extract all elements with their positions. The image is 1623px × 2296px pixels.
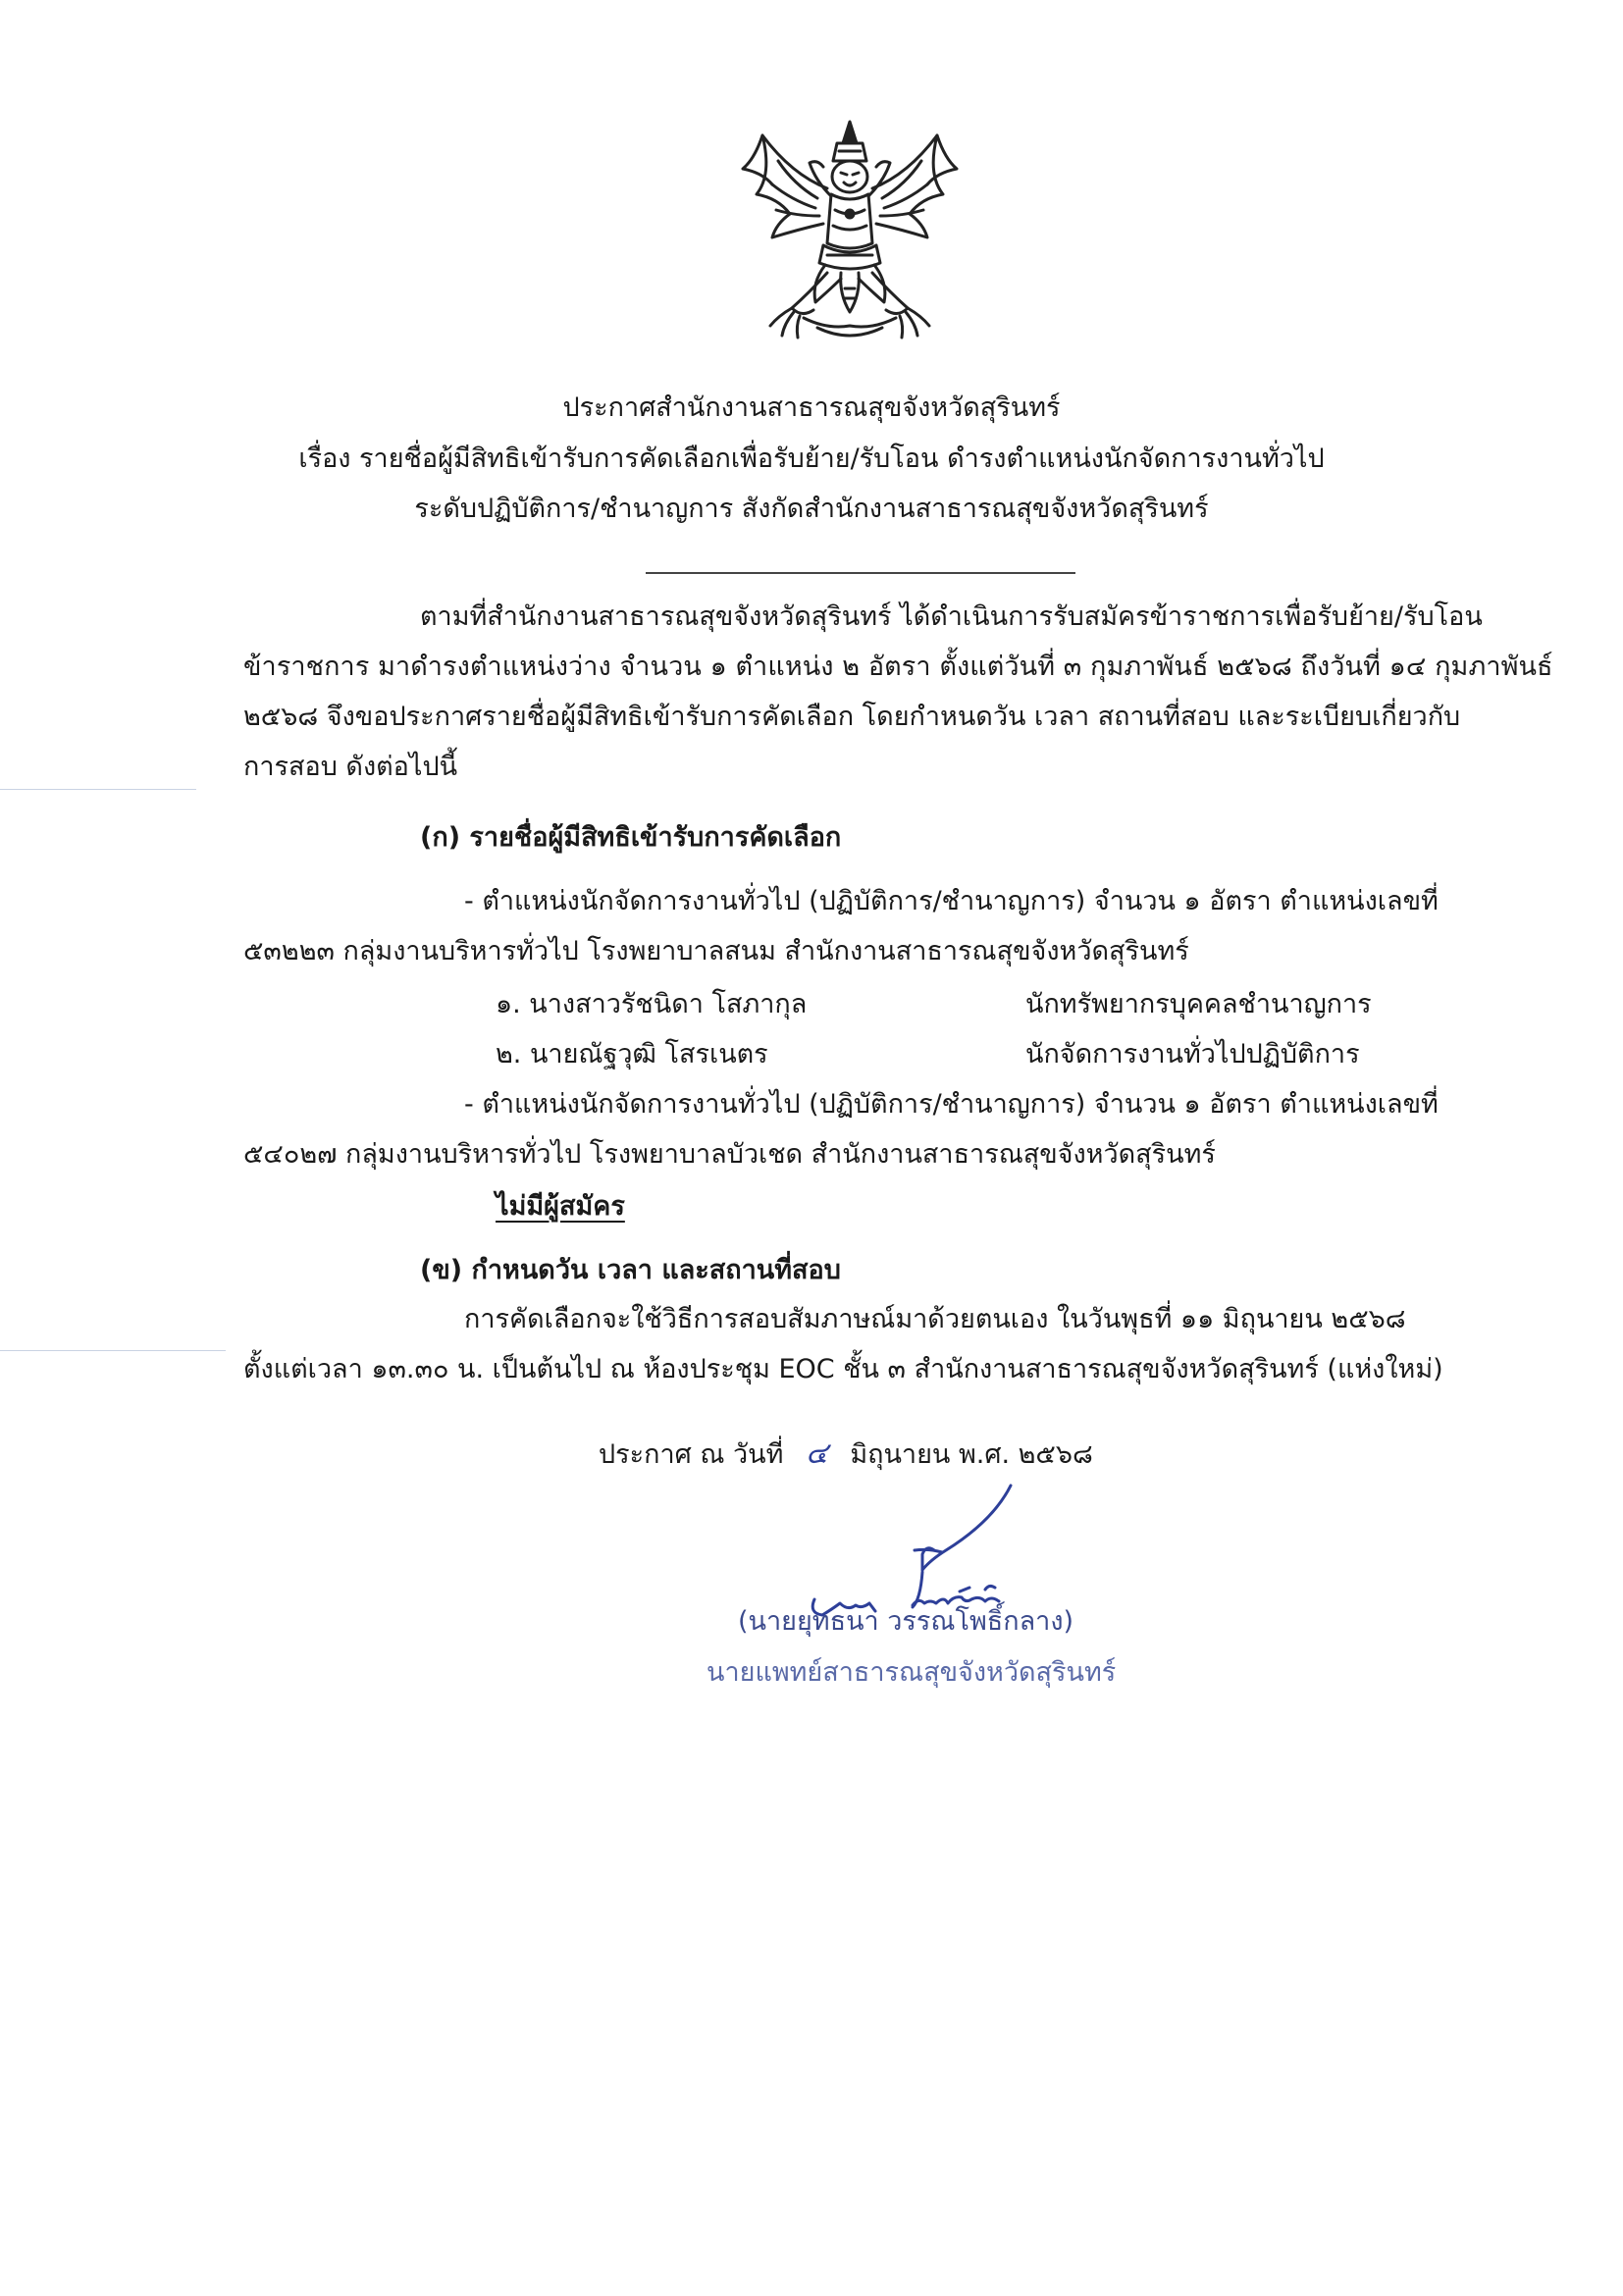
intro-line-2: ข้าราชการ มาดำรงตำแหน่งว่าง จำนวน ๑ ตำแหน่ง ๒ อัตรา ตั้งแต่วันที่ ๓ กุมภาพันธ์ ๒๕๖๘ ถึงวันที่ ๑๔ กุมภาพันธ์	[243, 652, 1553, 682]
section-a-heading: (ก) รายชื่อผู้มีสิทธิเข้ารับการคัดเลือก	[420, 822, 842, 853]
announce-date-suffix: มิถุนายน พ.ศ. ๒๕๖๘	[850, 1439, 1093, 1470]
scan-artifact	[0, 789, 196, 790]
intro-line-4: การสอบ ดังต่อไปนี้	[243, 752, 458, 782]
candidate-1-position: นักทรัพยากรบุคคลชำนาญการ	[1025, 989, 1372, 1019]
candidate-2-position: นักจัดการงานทั่วไปปฏิบัติการ	[1025, 1039, 1360, 1070]
candidate-1-name: ๑. นางสาวรัชนิดา โสภากุล	[496, 989, 808, 1019]
announce-date-day: ๔	[806, 1436, 828, 1471]
scan-artifact	[0, 1350, 226, 1351]
position-2-line-1: - ตำแหน่งนักจัดการงานทั่วไป (ปฏิบัติการ/ชำนาญการ) จำนวน ๑ อัตรา ตำแหน่งเลขที่	[464, 1089, 1439, 1120]
announcement-subject: เรื่อง รายชื่อผู้มีสิทธิเข้ารับการคัดเลือกเพื่อรับย้าย/รับโอน ดำรงตำแหน่งนักจัดการงานทั่วไป	[298, 444, 1325, 474]
header-divider	[646, 572, 1075, 574]
intro-line-3: ๒๕๖๘ จึงขอประกาศรายชื่อผู้มีสิทธิเข้ารับการคัดเลือก โดยกำหนดวัน เวลา สถานที่สอบ และระเบียบเกี่ยวกับ	[243, 702, 1461, 732]
announce-date	[599, 1435, 1093, 1475]
position-1-line-1: - ตำแหน่งนักจัดการงานทั่วไป (ปฏิบัติการ/ชำนาญการ) จำนวน ๑ อัตรา ตำแหน่งเลขที่	[464, 886, 1439, 916]
announce-date-prefix: ประกาศ ณ วันที่	[599, 1439, 784, 1470]
announcement-subject-cont: ระดับปฏิบัติการ/ชำนาญการ สังกัดสำนักงานสาธารณสุขจังหวัดสุรินทร์	[414, 494, 1209, 524]
section-b-heading: (ข) กำหนดวัน เวลา และสถานที่สอบ	[420, 1255, 841, 1285]
position-1-line-2: ๕๓๒๒๓ กลุ่มงานบริหารทั่วไป โรงพยาบาลสนม สำนักงานสาธารณสุขจังหวัดสุรินทร์	[243, 936, 1189, 966]
no-applicant-note: ไม่มีผู้สมัคร	[496, 1191, 625, 1222]
announcement-title: ประกาศสำนักงานสาธารณสุขจังหวัดสุรินทร์	[562, 392, 1061, 423]
exam-details-line-1: การคัดเลือกจะใช้วิธีการสอบสัมภาษณ์มาด้วยตนเอง ในวันพุธที่ ๑๑ มิถุนายน ๒๕๖๘	[464, 1304, 1406, 1334]
intro-line-1: ตามที่สำนักงานสาธารณสุขจังหวัดสุรินทร์ ได้ดำเนินการรับสมัครข้าราชการเพื่อรับย้าย/รับโอน	[420, 601, 1483, 632]
signatory-title: นายแพทย์สาธารณสุขจังหวัดสุรินทร์	[707, 1657, 1117, 1688]
position-2-line-2: ๕๔๐๒๗ กลุ่มงานบริหารทั่วไป โรงพยาบาลบัวเชด สำนักงานสาธารณสุขจังหวัดสุรินทร์	[243, 1139, 1216, 1170]
exam-details-line-2: ตั้งแต่เวลา ๑๓.๓๐ น. เป็นต้นไป ณ ห้องประชุม EOC ชั้น ๓ สำนักงานสาธารณสุขจังหวัดสุรินทร์ (แห่งใหม่)	[243, 1354, 1443, 1384]
garuda-emblem-icon	[733, 116, 967, 343]
candidate-2-name: ๒. นายณัฐวุฒิ โสรเนตร	[496, 1039, 768, 1070]
signatory-name: (นายยุทธนา วรรณโพธิ์กลาง)	[738, 1606, 1074, 1637]
